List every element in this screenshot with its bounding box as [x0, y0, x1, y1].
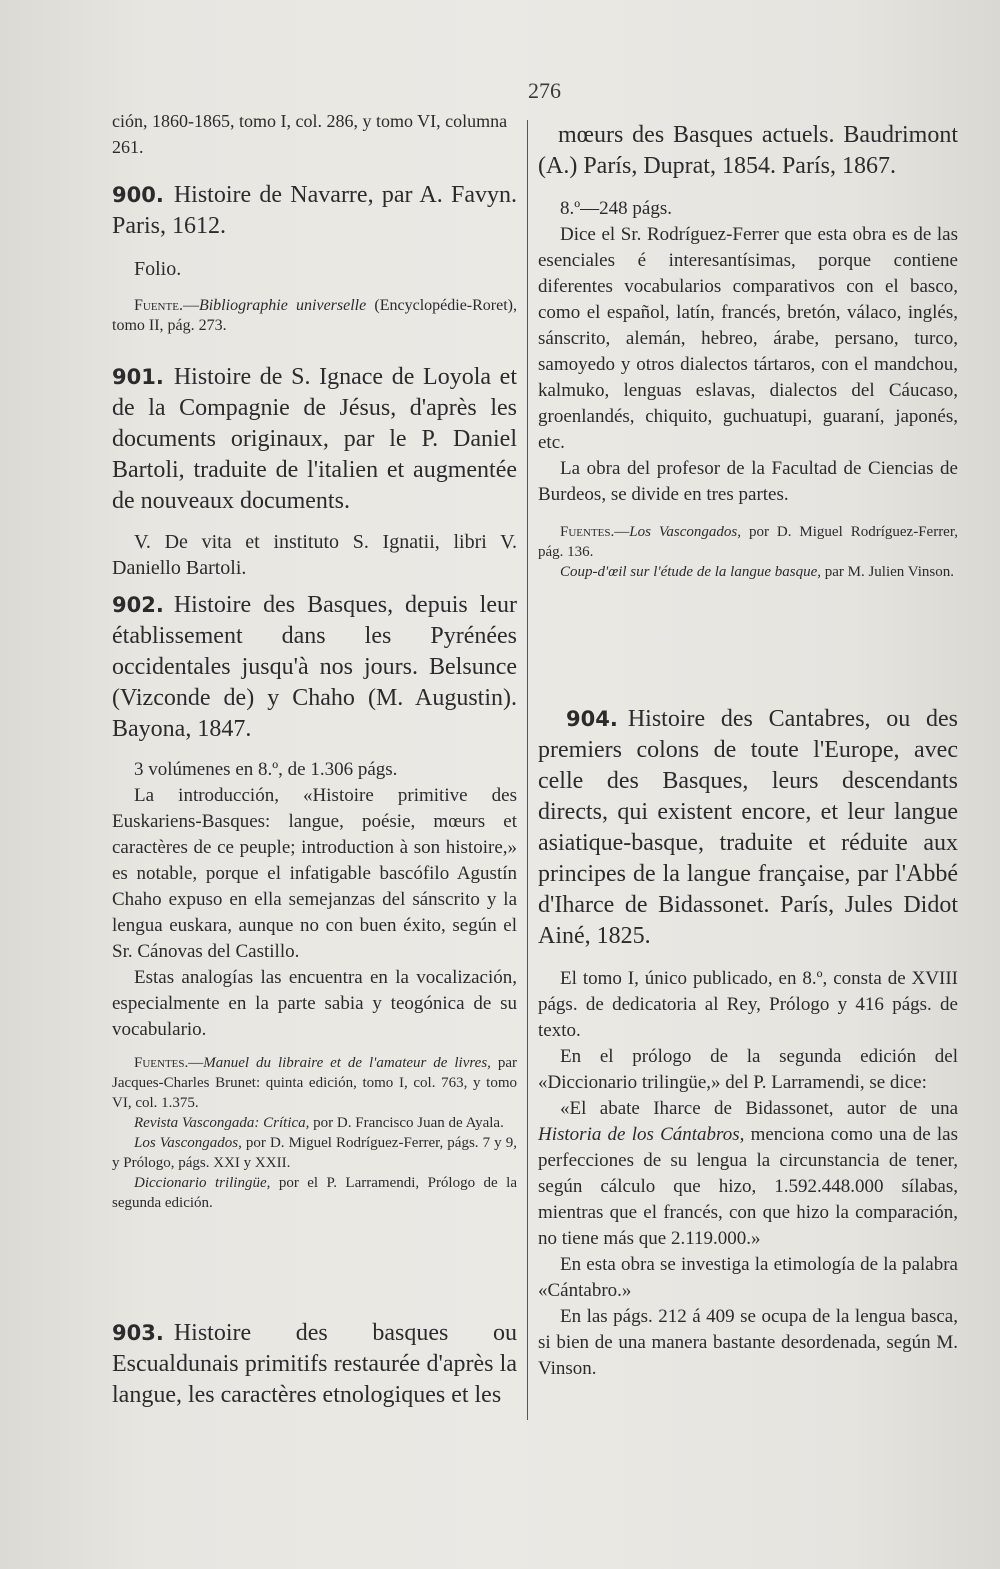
entry-number: 900. — [112, 183, 164, 207]
source-detail: por el P. Larramendi, Prólogo de la segunda edición. — [112, 1175, 517, 1211]
entry-902 — [112, 590, 517, 1213]
entry-900 — [112, 180, 517, 336]
page-number: 276 — [528, 78, 561, 103]
continuation-text: mœurs des Basques actuels. Baudrimont (A.) París, Duprat, 1854. París, 1867. — [538, 122, 958, 179]
source-work: Bibliographie universelle — [198, 297, 367, 314]
quote-text: menciona como una de las perfecciones de su lengua la circunstancia de tener, según cálculo que hizo, 1.592.448.000 sílabas, mientras que el francés, con que hizo la comparación, no tiene más que 2.119.000.» — [538, 1124, 958, 1249]
source-label: Fuente. — [134, 297, 183, 314]
entry-paragraph: En esta obra se investiga la etimología de la palabra «Cántabro.» — [538, 1254, 958, 1301]
source-detail: par Jacques-Charles Brunet: quinta edición, tomo I, col. 763, y tomo VI, col. 1.375. — [112, 1055, 517, 1111]
entry-title — [112, 1318, 517, 1411]
source-detail: (Encyclopédie-Roret), tomo II, pág. 273. — [112, 297, 517, 334]
entry-quote — [538, 1096, 958, 1252]
source-detail: par M. Julien Vinson. — [820, 564, 954, 580]
entry-format: 3 volúmenes en 8.º, de 1.306 págs. — [134, 759, 398, 780]
quote-work: Historia de los Cántabros, — [538, 1124, 745, 1145]
entry-format: Folio. — [134, 258, 182, 280]
source-work: Los Vascongados, — [134, 1135, 242, 1151]
source-detail: por D. Miguel Rodríguez-Ferrer, págs. 7 y 9, y Prólogo, págs. XXI y XXII. — [112, 1135, 517, 1171]
entry-903 — [112, 1318, 517, 1411]
column-divider — [527, 120, 528, 1420]
entry-title-text: Histoire des Basques, depuis leur établissement dans les Pyrénées occidentales jusqu'à nos jours. Belsunce (Vizconde de) y Chaho (M. Augustin). Bayona, 1847. — [112, 592, 517, 742]
entry-title — [112, 590, 517, 745]
source-detail: por D. Miguel Rodríguez-Ferrer, pág. 136. — [538, 524, 958, 560]
entry-903-details — [538, 196, 958, 582]
entry-title — [112, 180, 517, 242]
source-label: Fuentes. — [134, 1055, 189, 1071]
source-note — [112, 296, 517, 336]
quote-text: «El abate Iharce de Bidassonet, autor de una — [560, 1098, 958, 1119]
source-work: Coup-d'œil sur l'étude de la langue basque, — [560, 564, 821, 580]
entry-901 — [112, 362, 517, 581]
entry-title-text: Histoire des Cantabres, ou des premiers colons de toute l'Europe, avec celle des Basques, leurs descendants directs, qui existent encore, et leur langue asiatique-basque, traduite et réduite aux principes de la langue française, par l'Abbé d'Iharce de Bidassonet. París, Jules Didot Ainé, 1825. — [538, 706, 958, 949]
source-detail: por D. Francisco Juan de Ayala. — [309, 1115, 504, 1131]
entry-number: 901. — [112, 365, 164, 389]
source-work: Manuel du libraire et de l'amateur de livres, — [203, 1055, 491, 1071]
entry-title-text: Histoire de Navarre, par A. Favyn. Paris, 1612. — [112, 182, 517, 239]
entry-title — [538, 704, 958, 952]
entry-note: V. De vita et instituto S. Ignatii, libri V. Daniello Bartoli. — [112, 531, 517, 579]
source-note — [112, 1113, 517, 1133]
entry-number: 903. — [112, 1321, 164, 1345]
source-note — [538, 562, 958, 582]
entry-paragraph: La introducción, «Histoire primitive des Euskariens-Basques: langue, poésie, mœurs et caractères de ce peuple; introduction à son histoire,» es notable, porque el infatigable bascófilo Agustín Chaho expuso en ella semejanzas del sánscrito y la lengua euskara, aunque no con buen éxito, según el Sr. Cánovas del Castillo. — [112, 785, 517, 962]
source-note — [538, 522, 958, 562]
entry-format: 8.º—248 págs. — [560, 198, 672, 219]
source-note — [112, 1133, 517, 1173]
source-dash: — — [182, 297, 199, 314]
entry-title — [112, 362, 517, 517]
source-dash: — — [188, 1055, 204, 1071]
source-work: Diccionario trilingüe, — [134, 1175, 271, 1191]
entry-paragraph: Estas analogías las encuentra en la vocalización, especialmente en la parte sabia y teogónica de su vocabulario. — [112, 967, 517, 1040]
entry-title-text: Histoire des basques ou Escualdunais primitifs restaurée d'après la langue, les caractères etnologiques et les — [112, 1320, 517, 1408]
source-dash: — — [614, 524, 630, 540]
source-work: Revista Vascongada: Crítica, — [134, 1115, 310, 1131]
source-work: Los Vascongados, — [629, 524, 741, 540]
entry-title-text: Histoire de S. Ignace de Loyola et de la Compagnie de Jésus, d'après les documents originaux, par le P. Daniel Bartoli, traduite de l'italien et augmentée de nouveaux documents. — [112, 364, 517, 514]
source-note — [112, 1173, 517, 1213]
entry-904 — [538, 704, 958, 1382]
source-note — [112, 1053, 517, 1113]
continuation-text: ción, 1860-1865, tomo I, col. 286, y tomo VI, columna 261. — [112, 111, 508, 157]
entry-paragraph: En el prólogo de la segunda edición del «Diccionario trilingüe,» del P. Larramendi, se dice: — [538, 1046, 958, 1093]
entry-number: 904. — [566, 707, 618, 731]
entry-paragraph: El tomo I, único publicado, en 8.º, consta de XVIII págs. de dedicatoria al Rey, Prólogo y 416 págs. de texto. — [538, 968, 958, 1041]
entry-number: 902. — [112, 593, 164, 617]
entry-paragraph: En las págs. 212 á 409 se ocupa de la lengua basca, si bien de una manera bastante desordenada, según M. Vinson. — [538, 1306, 958, 1379]
source-label: Fuentes. — [560, 524, 615, 540]
entry-paragraph: La obra del profesor de la Facultad de Ciencias de Burdeos, se divide en tres partes. — [538, 458, 958, 505]
entry-paragraph: Dice el Sr. Rodríguez-Ferrer que esta obra es de las esenciales é interesantísimas, porque contiene diferentes vocabularios comparativos con el basco, como el español, latín, francés, bretón, válaco, inglés, sánscrito, alemán, hebreo, árabe, persano, turco, samoyedo y otros dialectos tártaros, con el mandchou, kalmuko, lenguas eslavas, dialectos del Cáucaso, groenlandés, chiquito, guchuatupi, guaraní, japonés, etc. — [538, 224, 958, 453]
